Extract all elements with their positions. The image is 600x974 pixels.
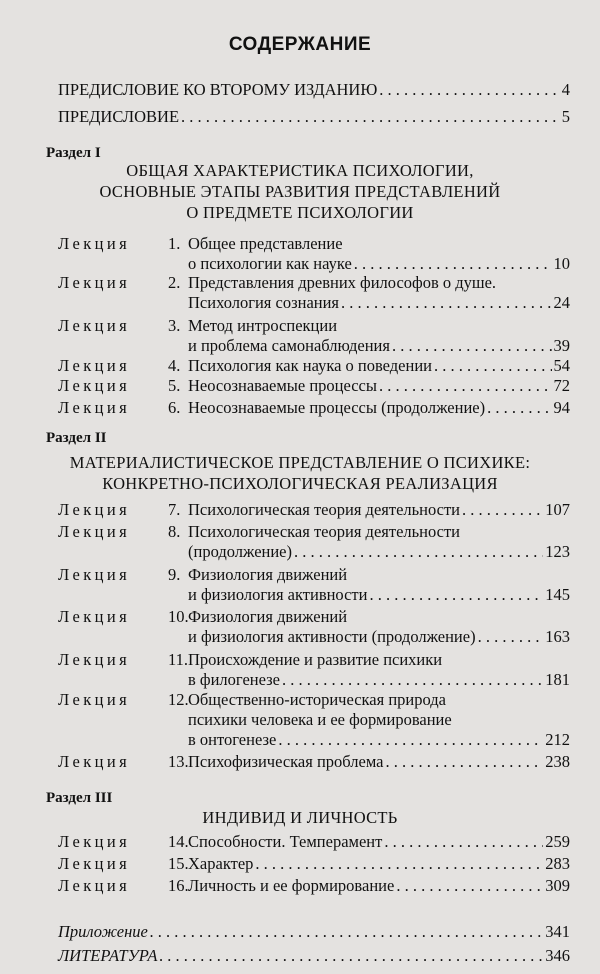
- entry-label: Приложение: [58, 922, 148, 941]
- entry-page: 5: [561, 107, 570, 126]
- toc-entry-lecture[interactable]: [58, 876, 570, 896]
- lecture-title: Происхождение и развитие психики: [188, 650, 443, 669]
- entry-page: 72: [553, 376, 570, 395]
- lecture-title: Психофизическая проблема: [188, 752, 384, 771]
- lecture-word: Лекция: [58, 316, 131, 335]
- leader-dots: [396, 876, 543, 896]
- toc-entry-lecture[interactable]: [58, 854, 570, 874]
- lecture-word: Лекция: [58, 607, 131, 626]
- lecture-number: 1.: [168, 234, 181, 253]
- leader-dots: [386, 752, 544, 772]
- lecture-number: 16.: [168, 876, 189, 895]
- toc-entry-lecture[interactable]: [58, 607, 570, 647]
- section-title-line: О ПРЕДМЕТЕ ПСИХОЛОГИИ: [186, 203, 414, 222]
- section-label: Раздел III: [46, 790, 113, 806]
- entry-page: 4: [561, 80, 570, 99]
- lecture-title: Метод интроспекции: [188, 316, 338, 335]
- toc-entry-lecture[interactable]: [58, 832, 570, 852]
- section-title: [0, 807, 600, 828]
- entry-page: 145: [545, 585, 570, 604]
- leader-dots: [159, 946, 543, 966]
- lecture-word: Лекция: [58, 356, 131, 375]
- lecture-title: (продолжение): [188, 542, 292, 561]
- entry-label: ПРЕДИСЛОВИЕ: [58, 107, 180, 126]
- lecture-title: о психологии как науке: [188, 254, 352, 273]
- entry-page: 107: [545, 500, 570, 519]
- entry-page: 341: [545, 922, 570, 941]
- leader-dots: [282, 670, 543, 690]
- entry-page: 39: [553, 336, 570, 355]
- toc-entry-lecture[interactable]: [58, 376, 570, 396]
- lecture-word: Лекция: [58, 650, 131, 669]
- lecture-number: 2.: [168, 273, 181, 292]
- lecture-number: 6.: [168, 398, 181, 417]
- leader-dots: [434, 356, 552, 376]
- leader-dots: [341, 293, 551, 313]
- leader-dots: [255, 854, 543, 874]
- entry-page: 212: [545, 730, 570, 749]
- lecture-word: Лекция: [58, 376, 131, 395]
- toc-entry-lecture[interactable]: [58, 522, 570, 562]
- lecture-word: Лекция: [58, 832, 131, 851]
- lecture-number: 13.: [168, 752, 189, 771]
- lecture-title: Физиология движений: [188, 607, 348, 626]
- lecture-title: Характер: [188, 854, 254, 873]
- leader-dots: [462, 500, 543, 520]
- lecture-word: Лекция: [58, 876, 131, 895]
- lecture-title: Общественно-историческая природа: [188, 690, 446, 709]
- lecture-number: 15.: [168, 854, 189, 873]
- lecture-word: Лекция: [58, 752, 131, 771]
- lecture-title: Психология сознания: [188, 293, 340, 312]
- toc-entry-lecture[interactable]: [58, 398, 570, 418]
- entry-page: 123: [545, 542, 570, 561]
- lecture-title: в онтогенезе: [188, 730, 277, 749]
- entry-page: 238: [545, 752, 570, 771]
- entry-page: 283: [545, 854, 570, 873]
- leader-dots: [487, 398, 551, 418]
- lecture-number: 11.: [168, 650, 189, 669]
- toc-entry-lecture[interactable]: [58, 650, 570, 690]
- toc-entry-lecture[interactable]: [58, 316, 570, 356]
- leader-dots: [294, 542, 543, 562]
- toc-entry-lecture[interactable]: [58, 690, 570, 750]
- leader-dots: [181, 107, 560, 127]
- lecture-title: Неосознаваемые процессы: [188, 376, 377, 395]
- section-label: Раздел II: [46, 430, 107, 446]
- toc-entry-lecture[interactable]: [58, 500, 570, 520]
- leader-dots: [392, 336, 552, 356]
- lecture-word: Лекция: [58, 690, 131, 709]
- lecture-title: Способности. Темперамент: [188, 832, 383, 851]
- entry-page: 163: [545, 627, 570, 646]
- lecture-title: психики человека и ее формирование: [188, 710, 452, 729]
- toc-entry-lecture[interactable]: [58, 356, 570, 376]
- leader-dots: [150, 922, 543, 942]
- lecture-number: 9.: [168, 565, 181, 584]
- section-title-line: ОСНОВНЫЕ ЭТАПЫ РАЗВИТИЯ ПРЕДСТАВЛЕНИЙ: [99, 182, 501, 201]
- leader-dots: [369, 585, 543, 605]
- lecture-number: 12.: [168, 690, 189, 709]
- leader-dots: [379, 376, 552, 396]
- lecture-number: 14.: [168, 832, 189, 851]
- lecture-word: Лекция: [58, 522, 131, 541]
- lecture-number: 7.: [168, 500, 181, 519]
- lecture-title: Физиология движений: [188, 565, 348, 584]
- toc-entry-front-2[interactable]: [58, 107, 570, 127]
- lecture-title: в филогенезе: [188, 670, 280, 689]
- toc-entry-lecture[interactable]: [58, 234, 570, 274]
- entry-label: ПРЕДИСЛОВИЕ КО ВТОРОМУ ИЗДАНИЮ: [58, 80, 378, 99]
- section-label: Раздел I: [46, 145, 101, 161]
- entry-page: 94: [553, 398, 570, 417]
- lecture-number: 5.: [168, 376, 181, 395]
- entry-page: 309: [545, 876, 570, 895]
- entry-label: ЛИТЕРАТУРА: [58, 946, 158, 965]
- entry-page: 10: [553, 254, 570, 273]
- section-title: [0, 452, 600, 494]
- lecture-word: Лекция: [58, 398, 131, 417]
- lecture-title: и физиология активности (продолжение): [188, 627, 476, 646]
- section-title-line: КОНКРЕТНО-ПСИХОЛОГИЧЕСКАЯ РЕАЛИЗАЦИЯ: [102, 474, 498, 493]
- lecture-title: Личность и ее формирование: [188, 876, 395, 895]
- lecture-title: и физиология активности: [188, 585, 368, 604]
- section-title-line: ИНДИВИД И ЛИЧНОСТЬ: [202, 808, 398, 827]
- lecture-number: 10.: [168, 607, 189, 626]
- section-title-line: ОБЩАЯ ХАРАКТЕРИСТИКА ПСИХОЛОГИИ,: [126, 161, 474, 180]
- section-title-line: МАТЕРИАЛИСТИЧЕСКОЕ ПРЕДСТАВЛЕНИЕ О ПСИХИКЕ:: [69, 453, 531, 472]
- leader-dots: [278, 730, 543, 750]
- lecture-word: Лекция: [58, 234, 131, 253]
- section-title: [0, 160, 600, 223]
- leader-dots: [384, 832, 543, 852]
- entry-page: 54: [553, 356, 570, 375]
- lecture-number: 8.: [168, 522, 181, 541]
- toc-entry-front-1[interactable]: [58, 80, 570, 100]
- lecture-title: Общее представление: [188, 234, 343, 253]
- lecture-title: Психологическая теория деятельности: [188, 522, 461, 541]
- lecture-title: Психологическая теория деятельности: [188, 500, 461, 519]
- entry-page: 24: [553, 293, 570, 312]
- entry-page: 181: [545, 670, 570, 689]
- lecture-word: Лекция: [58, 273, 131, 292]
- lecture-word: Лекция: [58, 500, 131, 519]
- toc-entry-lecture[interactable]: [58, 565, 570, 605]
- leader-dots: [354, 254, 552, 274]
- leader-dots: [478, 627, 544, 647]
- toc-entry-literature[interactable]: [58, 946, 570, 966]
- lecture-word: Лекция: [58, 854, 131, 873]
- page-title: СОДЕРЖАНИЕ: [228, 34, 372, 55]
- lecture-title: и проблема самонаблюдения: [188, 336, 390, 355]
- toc-entry-appendix[interactable]: [58, 922, 570, 942]
- lecture-title: Неосознаваемые процессы (продолжение): [188, 398, 486, 417]
- lecture-word: Лекция: [58, 565, 131, 584]
- lecture-number: 3.: [168, 316, 181, 335]
- leader-dots: [379, 80, 559, 100]
- toc-entry-lecture[interactable]: [58, 752, 570, 772]
- entry-page: 346: [545, 946, 570, 965]
- toc-entry-lecture[interactable]: [58, 273, 570, 313]
- lecture-title: Представления древних философов о душе.: [188, 273, 497, 292]
- entry-page: 259: [545, 832, 570, 851]
- lecture-number: 4.: [168, 356, 181, 375]
- lecture-title: Психология как наука о поведении: [188, 356, 432, 375]
